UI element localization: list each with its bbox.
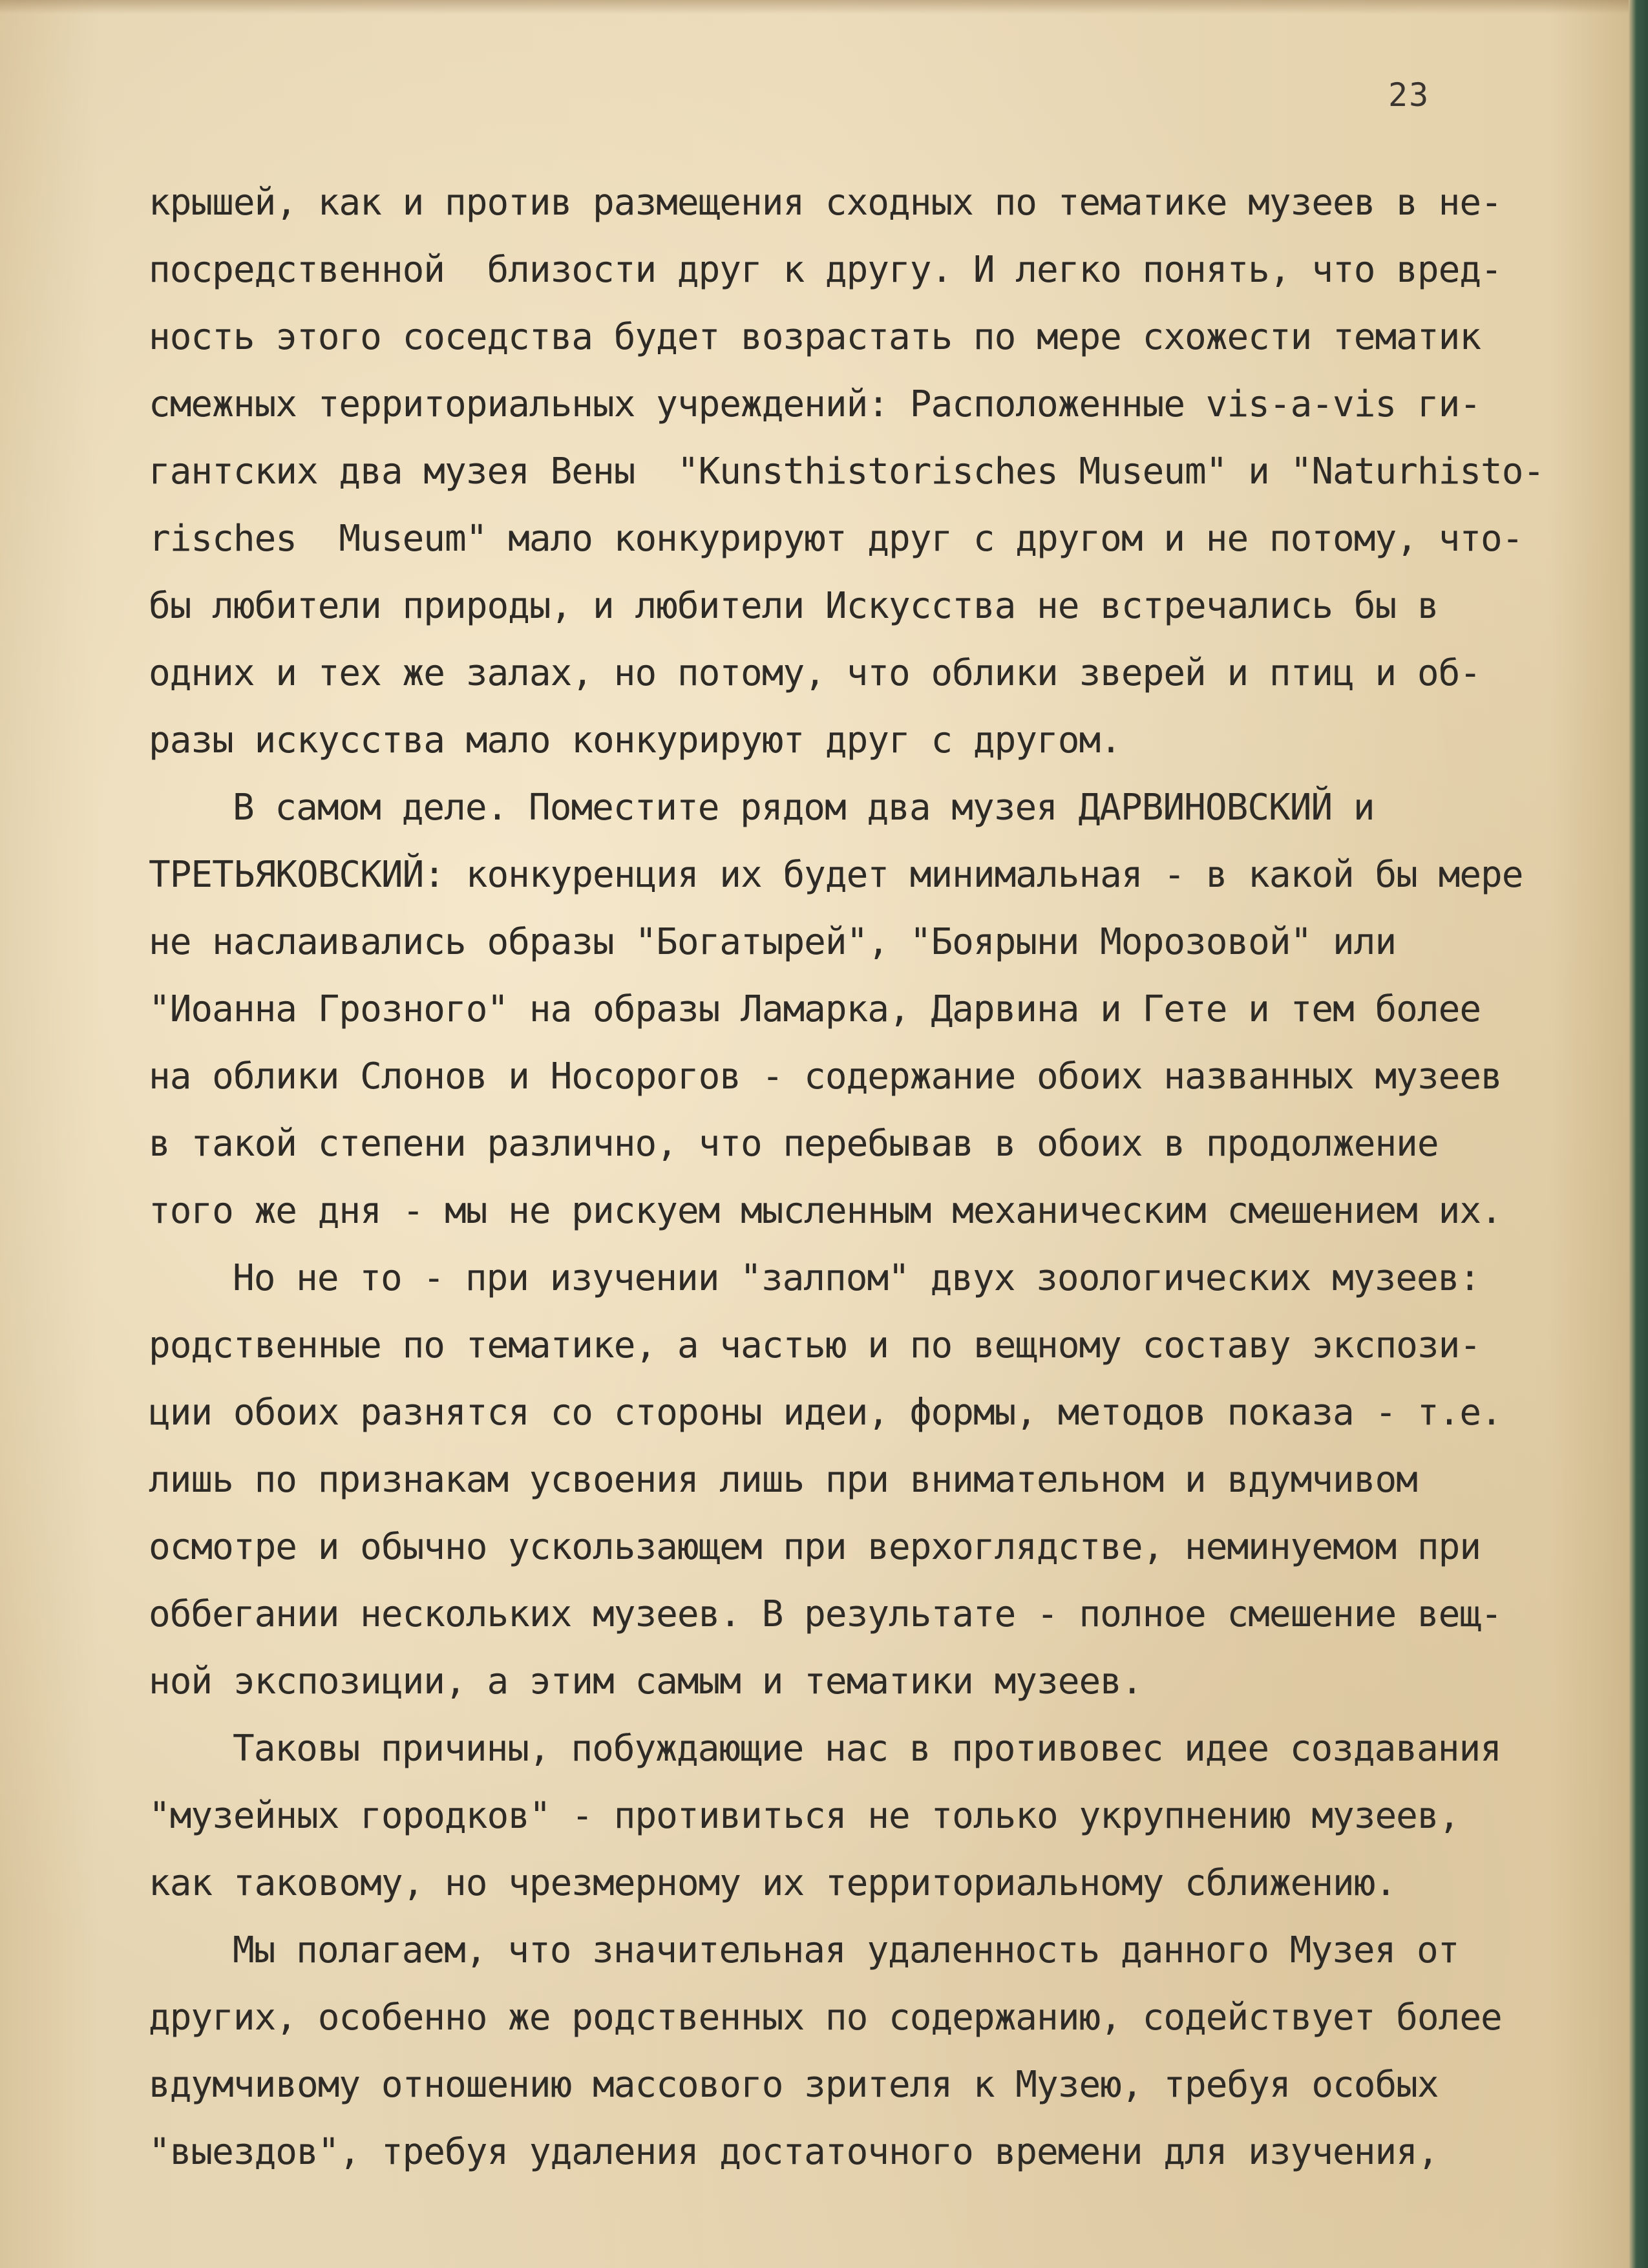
text-line: гантских два музея Вены "Kunsthistorisches Museum" и "Naturhisto-: [149, 450, 1545, 493]
text-line: вдумчивому отношению массового зрителя к Музею, требуя особых: [149, 2064, 1439, 2106]
text-line: risches Museum" мало конкурируют друг с другом и не потому, что-: [149, 518, 1523, 560]
paragraph-first-line: Но не то - при изучении "залпом" двух зоологических музеев:: [233, 1257, 1481, 1299]
text-line: одних и тех же залах, но потому, что облики зверей и птиц и об-: [149, 652, 1481, 694]
text-line: "Иоанна Грозного" на образы Ламарка, Дарвина и Гете и тем более: [149, 988, 1481, 1030]
page-number: 23: [1388, 76, 1430, 114]
text-line: смежных территориальных учреждений: Расположенные vis-a-vis ги-: [149, 383, 1481, 425]
text-line: родственные по тематике, а частью и по вещному составу экспози-: [149, 1324, 1481, 1366]
text-line: разы искусства мало конкурируют друг с другом.: [149, 719, 1121, 761]
text-line: крышей, как и против размещения сходных по тематике музеев в не-: [149, 182, 1502, 224]
paragraph-first-line: Таковы причины, побуждающие нас в противовес идее создавания: [233, 1728, 1501, 1770]
text-line: "выездов", требуя удаления достаточного времени для изучения,: [149, 2131, 1439, 2173]
text-line: не наслаивались образы "Богатырей", "Боярыни Морозовой" или: [149, 921, 1397, 963]
background-edge: [1629, 0, 1648, 2268]
text-line: бы любители природы, и любители Искусства не встречались бы в: [149, 585, 1439, 627]
page-top-edge: [0, 0, 1648, 14]
text-line: ТРЕТЬЯКОВСКИЙ: конкуренция их будет минимальная - в какой бы мере: [149, 854, 1523, 896]
text-line: на облики Слонов и Носорогов - содержание обоих названных музеев: [149, 1055, 1502, 1097]
text-line: как таковому, но чрезмерному их территориальному сближению.: [149, 1862, 1397, 1904]
text-line: того же дня - мы не рискуем мысленным механическим смешением их.: [149, 1190, 1502, 1232]
text-line: оббегании нескольких музеев. В результате - полное смешение вещ-: [149, 1593, 1502, 1635]
text-line: лишь по признакам усвоения лишь при внимательном и вдумчивом: [149, 1459, 1417, 1501]
text-line: ной экспозиции, а этим самым и тематики музеев.: [149, 1660, 1143, 1702]
text-line: в такой степени различно, что перебывав в обоих в продолжение: [149, 1123, 1439, 1165]
text-line: осмотре и обычно ускользающем при верхоглядстве, неминуемом при: [149, 1526, 1481, 1568]
text-line: ции обоих разнятся со стороны идеи, формы, методов показа - т.е.: [149, 1392, 1502, 1434]
text-line: ность этого соседства будет возрастать по мере схожести тематик: [149, 316, 1481, 358]
text-line: других, особенно же родственных по содержанию, содействует более: [149, 1997, 1502, 2039]
typewritten-body-text: [149, 169, 1558, 2186]
paragraph-first-line: В самом деле. Поместите рядом два музея ДАРВИНОВСКИЙ и: [233, 787, 1375, 829]
text-line: посредственной близости друг к другу. И легко понять, что вред-: [149, 249, 1502, 291]
paragraph-first-line: Мы полагаем, что значительная удаленность данного Музея от: [233, 1929, 1459, 1971]
text-line: "музейных городков" - противиться не только укрупнению музеев,: [149, 1795, 1460, 1837]
